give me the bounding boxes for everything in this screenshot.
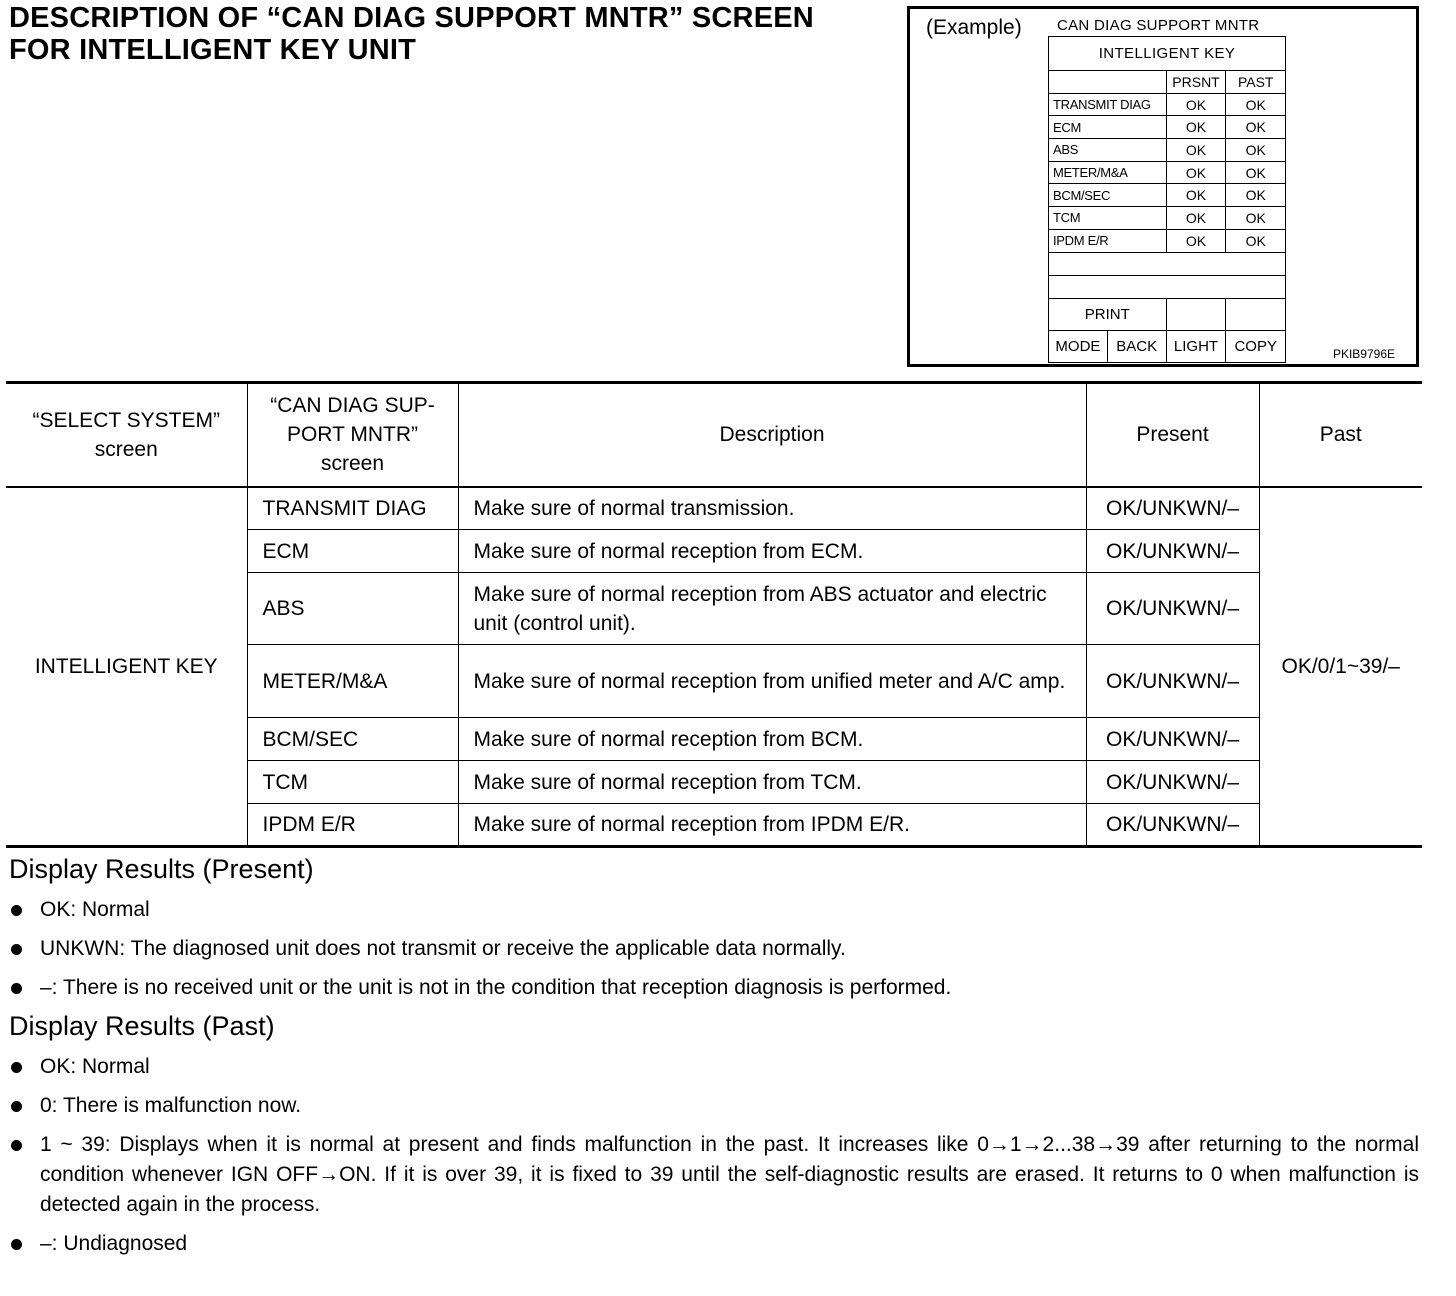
page-title	[9, 2, 899, 66]
list-item-text: 1 ~ 39: Displays when it is normal at present and finds malfunction in the past. It increases like 0→1→2...38→39 after returning to the normal condition whenever IGN OFF→ON. If it is over 39, it is fixed to 39 until the self-diagnostic results are erased. It returns to 0 when malfunction is detected again in the process.	[40, 1133, 1419, 1216]
example-row-present: OK	[1166, 207, 1226, 230]
present-results-list	[9, 895, 1419, 1003]
item-cell: ABS	[247, 573, 458, 645]
copy-button[interactable]: COPY	[1226, 330, 1286, 362]
example-monitor-table	[1048, 36, 1286, 363]
example-unit-row	[1049, 37, 1286, 71]
past-results-list	[9, 1052, 1419, 1259]
example-row	[1049, 184, 1286, 207]
header-past: Past	[1259, 383, 1422, 487]
example-row-present: OK	[1166, 93, 1226, 116]
present-cell: OK/UNKWN/–	[1086, 804, 1259, 847]
list-item-text: OK: Normal	[40, 1055, 150, 1078]
present-cell: OK/UNKWN/–	[1086, 487, 1259, 530]
example-row-past: OK	[1226, 184, 1286, 207]
example-spacer	[1049, 252, 1286, 275]
description-cell: Make sure of normal reception from ABS actuator and electric unit (control unit).	[458, 573, 1086, 645]
example-row-present: OK	[1166, 229, 1226, 252]
present-cell: OK/UNKWN/–	[1086, 761, 1259, 804]
example-button-row	[1049, 330, 1286, 362]
table-row	[6, 487, 1422, 530]
title-line-1: DESCRIPTION OF “CAN DIAG SUPPORT MNTR” SCREEN	[9, 2, 814, 34]
bullet-icon	[11, 1101, 22, 1112]
list-item	[9, 895, 1419, 925]
example-row	[1049, 207, 1286, 230]
example-row-name: IPDM E/R	[1049, 229, 1167, 252]
example-row-name: BCM/SEC	[1049, 184, 1167, 207]
description-cell: Make sure of normal reception from TCM.	[458, 761, 1086, 804]
header-description: Description	[458, 383, 1086, 487]
example-row-present: OK	[1166, 139, 1226, 162]
header-can-diag	[247, 383, 458, 487]
present-cell: OK/UNKWN/–	[1086, 530, 1259, 573]
item-cell: ECM	[247, 530, 458, 573]
list-item	[9, 973, 1419, 1003]
example-row-past: OK	[1226, 161, 1286, 184]
header-line: “SELECT SYSTEM”	[32, 408, 220, 432]
example-row	[1049, 229, 1286, 252]
bullet-icon	[11, 1239, 22, 1250]
bullet-icon	[11, 944, 22, 955]
header-line: PORT MNTR”	[286, 423, 419, 447]
example-col-present: PRSNT	[1166, 71, 1226, 94]
example-row	[1049, 161, 1286, 184]
example-row	[1049, 116, 1286, 139]
example-row-past: OK	[1226, 116, 1286, 139]
example-row	[1049, 93, 1286, 116]
example-row-past: OK	[1226, 139, 1286, 162]
list-item	[9, 934, 1419, 964]
example-spacer-row	[1049, 275, 1286, 298]
header-line: screen	[94, 437, 158, 461]
example-row-name: ECM	[1049, 116, 1167, 139]
example-row-name: TCM	[1049, 207, 1167, 230]
present-cell: OK/UNKWN/–	[1086, 718, 1259, 761]
system-cell: INTELLIGENT KEY	[6, 487, 247, 847]
example-row-present: OK	[1166, 161, 1226, 184]
list-item	[9, 1130, 1419, 1220]
example-row-present: OK	[1166, 116, 1226, 139]
example-row	[1049, 139, 1286, 162]
print-button[interactable]: PRINT	[1049, 298, 1167, 330]
present-cell: OK/UNKWN/–	[1086, 573, 1259, 645]
example-row-past: OK	[1226, 93, 1286, 116]
example-screen-title: CAN DIAG SUPPORT MNTR	[1057, 17, 1260, 34]
example-row-present: OK	[1166, 184, 1226, 207]
example-print-row	[1049, 298, 1286, 330]
item-cell: IPDM E/R	[247, 804, 458, 847]
present-cell: OK/UNKWN/–	[1086, 645, 1259, 718]
list-item-text: OK: Normal	[40, 898, 150, 921]
list-item-text: UNKWN: The diagnosed unit does not transmit or receive the applicable data normally.	[40, 937, 846, 960]
example-row-name: METER/M&A	[1049, 161, 1167, 184]
description-cell: Make sure of normal reception from BCM.	[458, 718, 1086, 761]
item-cell: METER/M&A	[247, 645, 458, 718]
figure-id: PKIB9796E	[1332, 347, 1395, 361]
can-diag-description-table	[6, 381, 1422, 848]
display-results-notes	[9, 852, 1419, 1259]
past-cell: OK/0/1~39/–	[1259, 487, 1422, 847]
list-item	[9, 1229, 1419, 1259]
example-spacer	[1049, 275, 1286, 298]
list-item-text: –: There is no received unit or the unit is not in the condition that reception diagnosis is performed.	[40, 976, 952, 999]
list-item	[9, 1091, 1419, 1121]
description-cell: Make sure of normal transmission.	[458, 487, 1086, 530]
title-line-2: FOR INTELLIGENT KEY UNIT	[9, 34, 417, 66]
header-select-system	[6, 383, 247, 487]
item-cell: TRANSMIT DIAG	[247, 487, 458, 530]
present-results-heading: Display Results (Present)	[9, 854, 314, 884]
light-button[interactable]: LIGHT	[1166, 330, 1226, 362]
back-button[interactable]: BACK	[1107, 330, 1166, 362]
mode-button[interactable]: MODE	[1049, 330, 1108, 362]
example-row-past: OK	[1226, 207, 1286, 230]
description-cell: Make sure of normal reception from unified meter and A/C amp.	[458, 645, 1086, 718]
example-figure	[907, 6, 1419, 367]
header-line: “CAN DIAG SUP-	[270, 394, 435, 418]
blank-button	[1226, 298, 1286, 330]
example-unit: INTELLIGENT KEY	[1049, 37, 1286, 71]
example-row-name: ABS	[1049, 139, 1167, 162]
bullet-icon	[11, 905, 22, 916]
bullet-icon	[11, 1062, 22, 1073]
item-cell: BCM/SEC	[247, 718, 458, 761]
list-item-text: 0: There is malfunction now.	[40, 1094, 302, 1117]
past-results-heading: Display Results (Past)	[9, 1011, 275, 1041]
bullet-icon	[11, 983, 22, 994]
example-col-past: PAST	[1226, 71, 1286, 94]
header-line: screen	[320, 452, 385, 476]
example-header-blank	[1049, 71, 1167, 94]
example-label: (Example)	[926, 16, 1022, 39]
example-header-row	[1049, 71, 1286, 94]
blank-button	[1166, 298, 1226, 330]
description-cell: Make sure of normal reception from ECM.	[458, 530, 1086, 573]
description-cell: Make sure of normal reception from IPDM E/R.	[458, 804, 1086, 847]
example-spacer-row	[1049, 252, 1286, 275]
example-row-name: TRANSMIT DIAG	[1049, 93, 1167, 116]
table-header-row	[6, 383, 1422, 487]
bullet-icon	[11, 1140, 22, 1151]
list-item-text: –: Undiagnosed	[40, 1232, 188, 1255]
item-cell: TCM	[247, 761, 458, 804]
list-item	[9, 1052, 1419, 1082]
header-present: Present	[1086, 383, 1259, 487]
example-row-past: OK	[1226, 229, 1286, 252]
